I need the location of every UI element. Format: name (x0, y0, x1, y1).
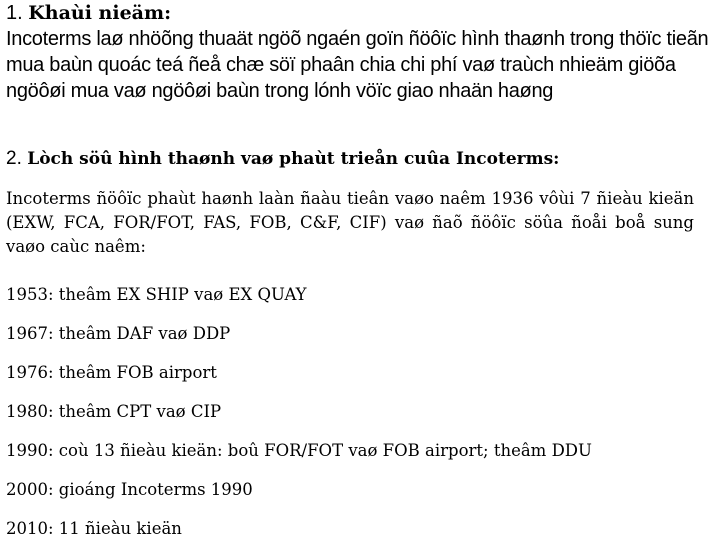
timeline-item: 2010: 11 ñieàu kieän (6, 519, 182, 538)
timeline-item: 2000: gioáng Incoterms 1990 (6, 480, 253, 499)
section-history-heading (6, 147, 714, 171)
section-title: Lòch söû hình thaønh vaø phaùt trieån cuûa Incoterms: (27, 149, 560, 169)
timeline-item: 1990: coù 13 ñieàu kieän: boû FOR/FOT vaø FOB airport; theâm DDU (6, 441, 592, 460)
section-heading (6, 0, 714, 26)
timeline-item: 1953: theâm EX SHIP vaø EX QUAY (6, 285, 307, 304)
history-timeline-list (6, 283, 714, 556)
section-definition (6, 0, 714, 104)
history-intro-paragraph: Incoterms ñöôïc phaùt haønh laàn ñaàu tieân vaøo naêm 1936 vôùi 7 ñieàu kieän (EXW, FCA, FOR/FOT, FAS, FOB, C&F, CIF) vaø ñaõ ñöôïc söûa ñoåi boå sung vaøo caùc naêm: (6, 189, 694, 256)
section-number: 2. (6, 148, 22, 169)
timeline-item: 1967: theâm DAF vaø DDP (6, 324, 231, 343)
timeline-item: 1980: theâm CPT vaø CIP (6, 402, 222, 421)
timeline-item: 1976: theâm FOB airport (6, 363, 217, 382)
section-number: 1. (6, 2, 23, 24)
definition-text: Incoterms laø nhöõng thuaät ngöõ ngaén goïn ñöôïc hình thaønh trong thöïc tieãn mua baùn quoác teá ñeå chæ söï phaân chia chi phí vaø traùch nhieäm giöõa ngöôøi mua vaø ngöôøi baùn trong lónh vöïc giao nhaän haøng (6, 28, 709, 102)
section-title: Khaùi nieäm: (28, 2, 172, 24)
